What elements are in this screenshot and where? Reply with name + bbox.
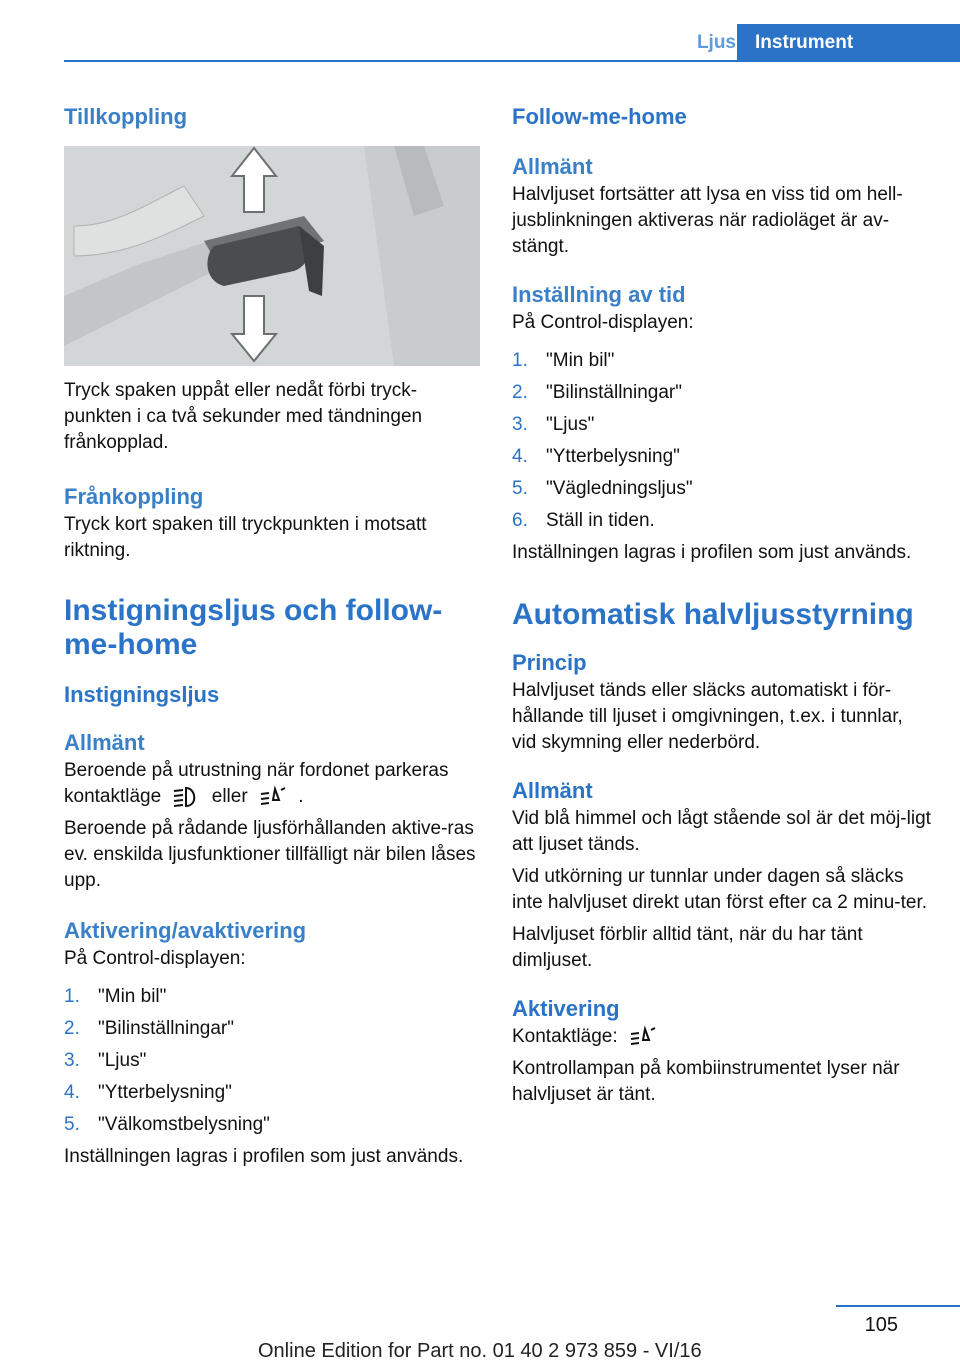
radio-ready-icon [172,786,200,808]
princip-heading: Princip [512,650,587,675]
instigningsljus-heading: Instigningsljus [64,682,220,707]
allmant-text-1c: eller [211,786,248,807]
page-number: 105 [864,1314,898,1336]
follow-heading: Follow-me-home [512,104,687,129]
tillkoppling-text: Tryck spaken uppåt eller nedåt förbi tryck-punkten i ca två sekunder med tändningen frånkopplad. [64,380,423,453]
tillkoppling-heading: Tillkoppling [64,104,188,129]
stalk-lever-icon [64,146,480,366]
aktivering-right-text-2: Kontrollampan på kombiinstrumentet lyser när halvljuset är tänt. [512,1058,900,1105]
frankoppling-text: Tryck kort spaken till tryckpunkten i motsatt riktning. [64,514,427,561]
list-item: 1. "Min bil" [64,986,167,1007]
left-note: Inställningen lagras i profilen som just används. [64,1146,464,1167]
list-item: 1. "Min bil" [512,350,615,371]
allmant-text-1b: kontaktläge [64,786,162,807]
list-item: 2. "Bilinställningar" [512,382,682,403]
allmant-text-2: Beroende på rådande ljusförhållanden aktive-ras ev. enskilda ljusfunktioner tillfälligt när bilen låses upp. [64,818,476,891]
allmant-text-1a: Beroende på utrustning när fordonet parkeras [64,760,449,781]
right-allmant-heading: Allmänt [512,154,593,179]
main-heading: Instigningsljus och follow-me-home [64,594,443,661]
allmant2-text-3: Halvljuset förblir alltid tänt, när du har tänt dimljuset. [512,924,863,971]
list-item: 3. "Ljus" [64,1050,147,1071]
allmant2-heading: Allmänt [512,778,593,803]
left-column [64,96,480,1170]
left-steps-list [64,984,480,1138]
footer-rule [836,1305,960,1307]
right-note: Inställningen lagras i profilen som just används. [512,542,912,563]
ignition-on-icon [629,1026,657,1048]
list-item: 5. "Välkomstbelysning" [64,1114,270,1135]
list-item: 4. "Ytterbelysning" [64,1082,232,1103]
right-steps-list [512,348,932,534]
chapter-tab: Instrument [737,24,960,62]
right-allmant-text: Halvljuset fortsätter att lysa en viss tid om hell-jusblinkningen aktiveras när radioläget är av-stängt. [512,184,903,257]
allmant2-text-1: Vid blå himmel och lågt stående sol är det möj-ligt att ljuset tänds. [512,808,931,855]
ignition-on-icon [259,786,287,808]
princip-text: Halvljuset tänds eller släcks automatiskt i för-hållande till ljuset i omgivningen, t.ex. i tunnlar, vid skymning eller nederbörd. [512,680,903,753]
aktivering-intro: På Control-displayen: [64,948,246,969]
frankoppling-heading: Frånkoppling [64,484,204,509]
aktivering-right-text: Kontaktläge: [512,1024,932,1050]
list-item: 6. Ställ in tiden. [512,510,655,531]
allmant-text-1d: . [298,786,304,807]
stalk-lever-illustration [64,146,480,366]
allmant-text-1 [64,758,480,810]
list-item: 4. "Ytterbelysning" [512,446,680,467]
section-label: Ljus [696,32,736,53]
edition-footer: Online Edition for Part no. 01 40 2 973 859 - VI/16 [258,1340,702,1362]
allmant-heading: Allmänt [64,730,145,755]
aktivering-right-heading: Aktivering [512,996,620,1021]
auto-heading: Automatisk halvljusstyrning [512,598,914,631]
list-item: 2. "Bilinställningar" [64,1018,234,1039]
installning-intro: På Control-displayen: [512,312,694,333]
allmant2-text-2: Vid utkörning ur tunnlar under dagen så släcks inte halvljuset direkt utan först efter ca 2 minu-ter. [512,866,928,913]
right-column [512,96,932,1108]
list-item: 3. "Ljus" [512,414,595,435]
aktivering-heading: Aktivering/avaktivering [64,918,307,943]
header-rule [64,60,960,62]
installning-heading: Inställning av tid [512,282,686,307]
list-item: 5. "Vägledningsljus" [512,478,693,499]
